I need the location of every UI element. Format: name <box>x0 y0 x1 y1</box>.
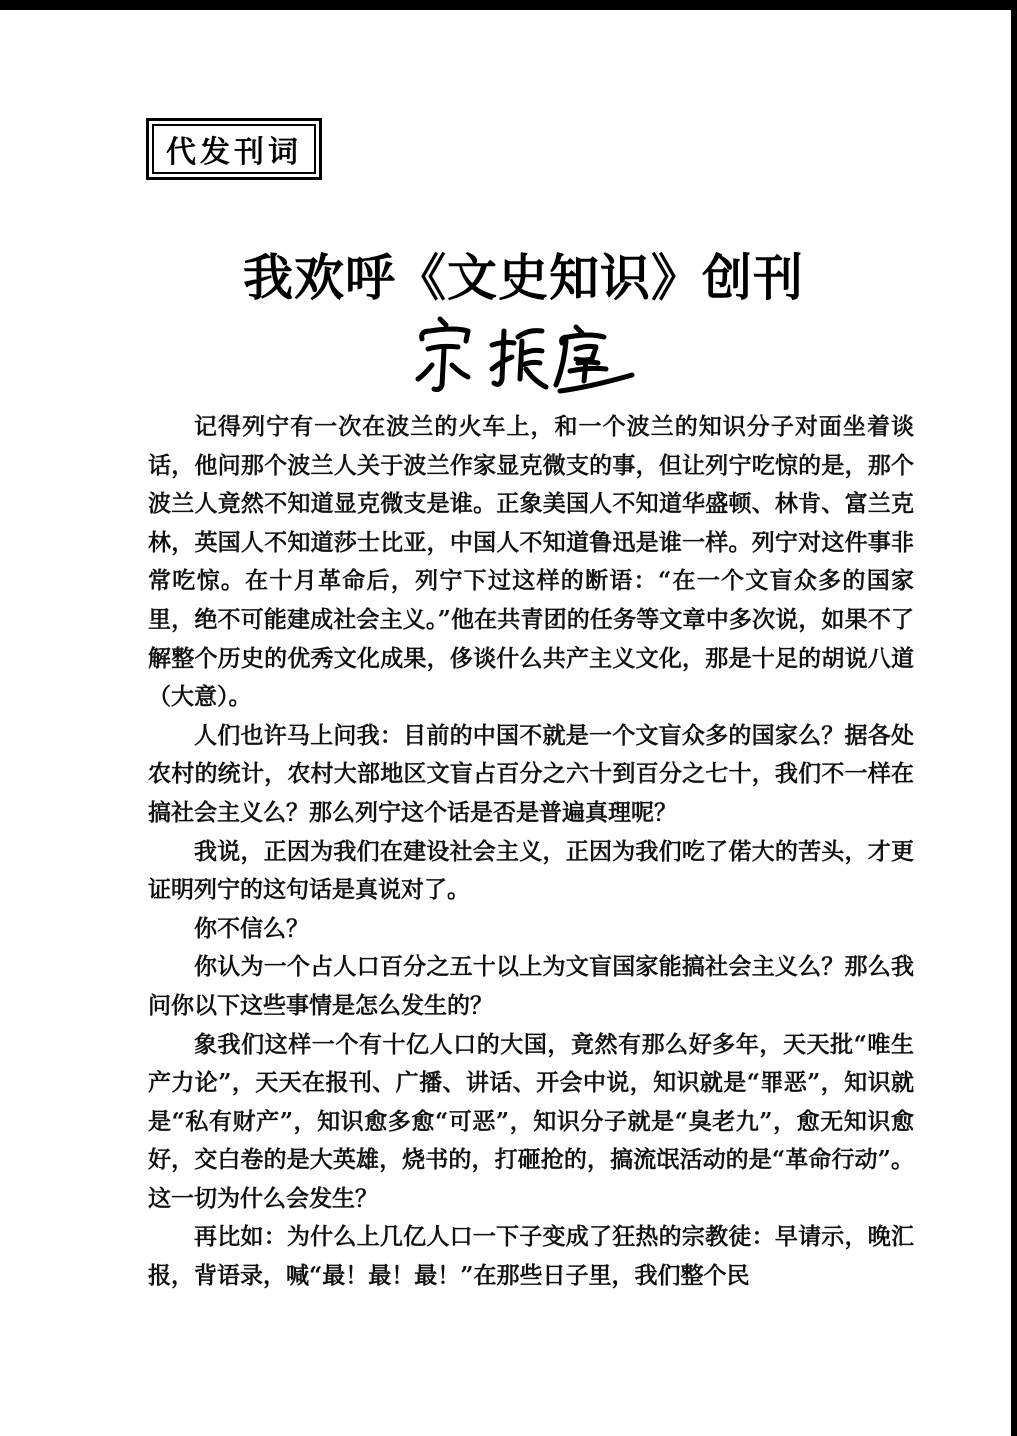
section-label-box <box>146 118 322 180</box>
paragraph-6: 象我们这样一个有十亿人口的大国，竟然有那么好多年，天天批“唯生产力论”，天天在报刊、广播、讲话、开会中说，知识就是“罪恶”，知识就是“私有财产”，知识愈多愈“可恶”，知识分子就是“臭老九”，愈无知识愈好，交白卷的是大英雄，烧书的，打砸抢的，搞流氓活动的是“革命行动”。这一切为什么会发生？ <box>148 1030 914 1212</box>
author-signature <box>410 305 640 400</box>
article-body <box>148 408 914 1296</box>
paragraph-1: 记得列宁有一次在波兰的火车上，和一个波兰的知识分子对面坐着谈话，他问那个波兰人关于波兰作家显克微支的事，但让列宁吃惊的是，那个波兰人竟然不知道显克微支是谁。正象美国人不知道华盛顿、林肯、富兰克林，英国人不知道莎士比亚，中国人不知道鲁迅是谁一样。列宁对这件事非常吃惊。在十月革命后，列宁下过这样的断语：“在一个文盲众多的国家里，绝不可能建成社会主义。”他在共青团的任务等文章中多次说，如果不了解整个历史的优秀文化成果，侈谈什么共产主义文化，那是十足的胡说八道（大意）。 <box>148 413 914 711</box>
section-label: 代发刊词 <box>166 135 302 170</box>
scan-edge-right <box>1011 0 1017 1436</box>
paragraph-2: 人们也许马上问我：目前的中国不就是一个文盲众多的国家么？据各处农村的统计，农村大部地区文盲占百分之六十到百分之七十，我们不一样在搞社会主义么？那么列宁这个话是否是普遍真理呢？ <box>148 721 914 826</box>
article-title: 我欢呼《文史知识》创刊 <box>243 249 804 307</box>
paragraph-3: 我说，正因为我们在建设社会主义，正因为我们吃了偌大的苦头，才更证明列宁的这句话是真说对了。 <box>148 837 914 904</box>
scan-edge-top <box>0 0 1017 10</box>
handwritten-signature-icon <box>410 305 640 400</box>
paragraph-4: 你不信么？ <box>194 914 309 942</box>
section-label-inner-frame <box>152 124 316 174</box>
paragraph-5: 你认为一个占人口百分之五十以上为文盲国家能搞社会主义么？那么我问你以下这些事情是怎么发生的？ <box>148 953 914 1019</box>
paragraph-7: 再比如：为什么上几亿人口一下子变成了狂热的宗教徒：早请示，晚汇报，背语录，喊“最！最！最！”在那些日子里，我们整个民 <box>148 1223 914 1290</box>
